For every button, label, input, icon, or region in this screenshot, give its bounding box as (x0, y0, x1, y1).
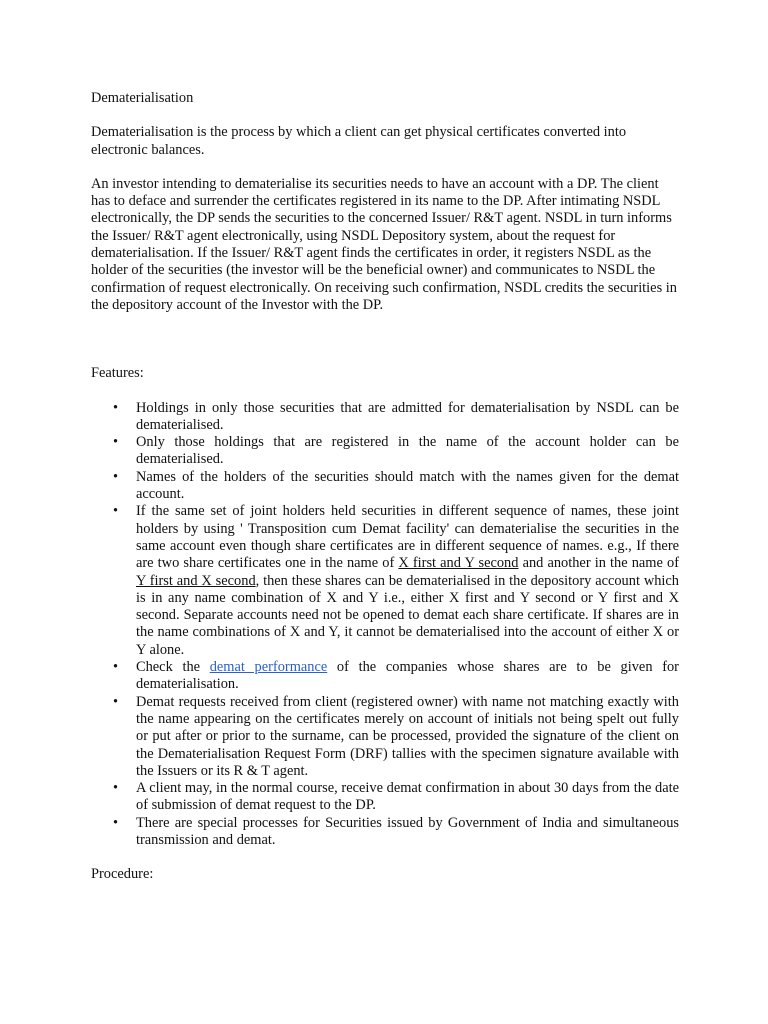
feature-item (91, 780, 679, 815)
feature-text: Only those holdings that are registered in the name of the account holder can be dematerialised. (136, 434, 679, 468)
document-title: Dematerialisation (91, 90, 194, 106)
feature-item (91, 434, 679, 469)
feature-item (91, 503, 679, 659)
bullet-icon: • (113, 780, 119, 797)
feature-item (91, 400, 679, 435)
feature-item (91, 694, 679, 780)
feature-text-segment: and another in the name of (518, 555, 679, 572)
feature-item (91, 815, 679, 850)
document-page (91, 90, 679, 884)
bullet-icon: • (113, 399, 119, 416)
feature-text-segment: , then these shares can be dematerialised in the depository account which is in any name combination of X and Y i.e., either X first and Y second or Y first and X second. Separate accounts need not be opened to demat each share certificate. If shares are in the name combinations of X and Y, it cannot be dematerialised into the account of either X or Y alone. (136, 572, 679, 658)
bullet-icon: • (113, 468, 119, 485)
procedure-heading: Procedure: (91, 866, 154, 883)
feature-text-segment: Check the (136, 659, 210, 676)
bullet-icon: • (113, 503, 119, 520)
underlined-name-combination: X first and Y second (398, 555, 519, 572)
feature-text: Holdings in only those securities that are admitted for dematerialisation by NSDL can be dematerialised. (136, 399, 679, 433)
intro-paragraph: Dematerialisation is the process by which a client can get physical certificates converted into electronic balances. (91, 124, 627, 158)
demat-performance-link[interactable]: demat performance (209, 659, 328, 676)
feature-text: There are special processes for Securities issued by Government of India and simultaneous transmission and demat. (136, 814, 679, 848)
feature-item (91, 469, 679, 504)
feature-text: Demat requests received from client (registered owner) with name not matching exactly with the name appearing on the certificates merely on account of initials not being spelt out fully or put after or prior to the surname, can be processed, provided the signature of the client on the Dematerialisation Request Form (DRF) tallies with the specimen signature available with the Issuers or its R & T agent. (136, 693, 679, 779)
features-heading: Features: (91, 365, 144, 382)
feature-text: A client may, in the normal course, receive demat confirmation in about 30 days from the date of submission of demat request to the DP. (136, 780, 679, 814)
underlined-name-combination: Y first and X second (136, 572, 256, 589)
feature-text (136, 503, 679, 657)
feature-text: Names of the holders of the securities should match with the names given for the demat account. (136, 468, 679, 503)
feature-text-segment: of the companies whose shares are to be given for dematerialisation. (136, 659, 679, 693)
bullet-icon: • (113, 659, 119, 676)
feature-item (91, 659, 679, 694)
feature-text-segment: If the same set of joint holders held securities in different sequence of names, these joint holders by using ' Transposition cum Demat facility' can dematerialise the securities in the same account even though share certificates are in different sequence of names. e.g., If there are two share certificates one in the name of (136, 503, 679, 572)
features-list (91, 400, 679, 850)
bullet-icon: • (113, 434, 119, 451)
feature-text (136, 659, 679, 692)
bullet-icon: • (113, 693, 119, 710)
bullet-icon: • (113, 814, 119, 831)
process-paragraph: An investor intending to dematerialise its securities needs to have an account with a DP. The client has to deface and surrender the certificates registered in its name to the DP. After intimating NSDL electronically, the DP sends the securities to the concerned Issuer/ R&T agent. NSDL in turn informs the Issuer/ R&T agent electronically, using NSDL Depository system, about the request for dematerialisation. If the Issuer/ R&T agent finds the certificates in order, it registers NSDL as the holder of the securities (the investor will be the beneficial owner) and communicates to NSDL the confirmation of request electronically. On receiving such confirmation, NSDL credits the securities in the depository account of the Investor with the DP. (91, 175, 677, 313)
